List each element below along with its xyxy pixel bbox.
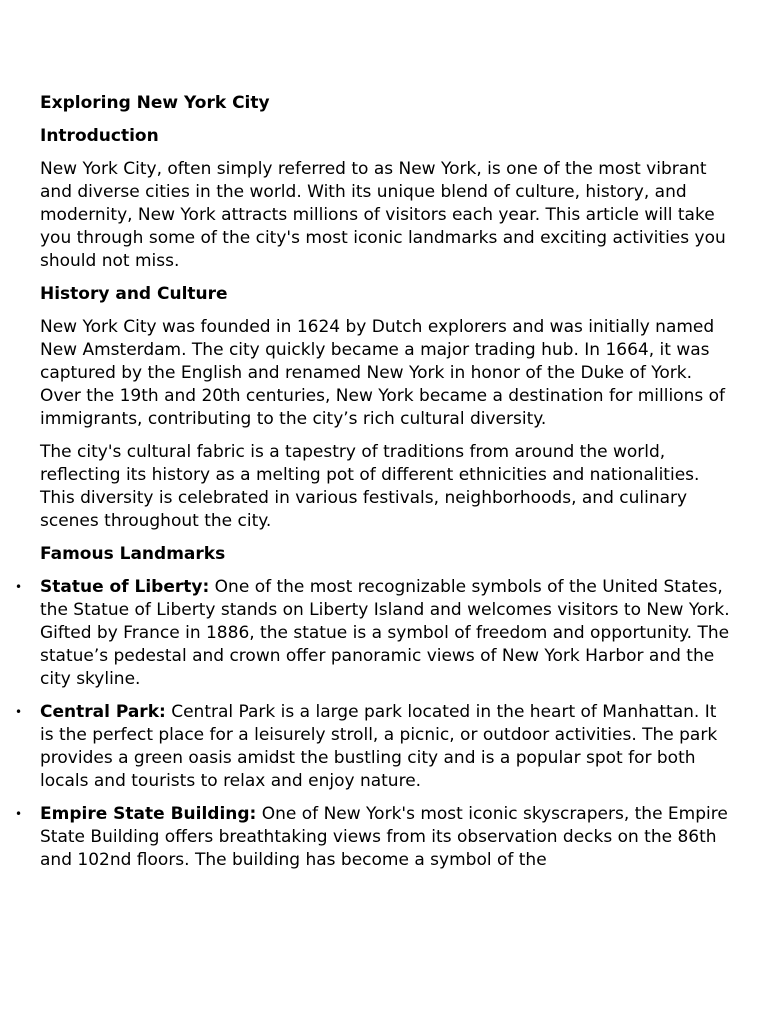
section-heading-landmarks: Famous Landmarks [40, 544, 226, 564]
bullet-icon: • [15, 807, 23, 821]
list-item-statue-of-liberty [15, 576, 730, 691]
landmark-term: Statue of Liberty: [40, 577, 210, 597]
section-heading-history: History and Culture [40, 284, 228, 304]
landmark-term: Empire State Building: [40, 804, 257, 824]
list-item-empire-state-building [15, 803, 730, 872]
document-page [15, 92, 730, 882]
history-paragraph-2: The city's cultural fabric is a tapestry of traditions from around the world, reflecting its history as a melting pot of different ethnicities and nationalities. This diversity is celebrated in various festivals, neighborhoods, and culinary scenes throughout the city. [40, 442, 700, 531]
section-heading-introduction: Introduction [40, 126, 159, 146]
landmark-description: One of New York's most iconic skyscrapers, the Empire State Building offers breathtaking views from its observation decks on the 86th and 102nd floors. The building has become a symbol of the [40, 804, 728, 870]
bullet-icon: • [15, 705, 23, 719]
introduction-paragraph: New York City, often simply referred to as New York, is one of the most vibrant and diverse cities in the world. With its unique blend of culture, history, and modernity, New York attracts millions of visitors each year. This article will take you through some of the city's most iconic landmarks and exciting activities you should not miss. [40, 159, 726, 271]
list-item-central-park [15, 701, 730, 793]
landmark-description: One of the most recognizable symbols of the United States, the Statue of Liberty stands on Liberty Island and welcomes visitors to New York. Gifted by France in 1886, the statue is a symbol of freedom and opportunity. The statue’s pedestal and crown offer panoramic views of New York Harbor and the city skyline. [40, 577, 730, 689]
document-title: Exploring New York City [40, 93, 270, 113]
landmarks-list [15, 576, 730, 872]
landmark-description: Central Park is a large park located in the heart of Manhattan. It is the perfect place for a leisurely stroll, a picnic, or outdoor activities. The park provides a green oasis amidst the bustling city and is a popular spot for both locals and tourists to relax and enjoy nature. [40, 702, 718, 791]
bullet-icon: • [15, 580, 23, 594]
history-paragraph-1: New York City was founded in 1624 by Dutch explorers and was initially named New Amsterdam. The city quickly became a major trading hub. In 1664, it was captured by the English and renamed New York in honor of the Duke of York. Over the 19th and 20th centuries, New York became a destination for millions of immigrants, contributing to the city’s rich cultural diversity. [40, 317, 726, 429]
landmark-term: Central Park: [40, 702, 166, 722]
